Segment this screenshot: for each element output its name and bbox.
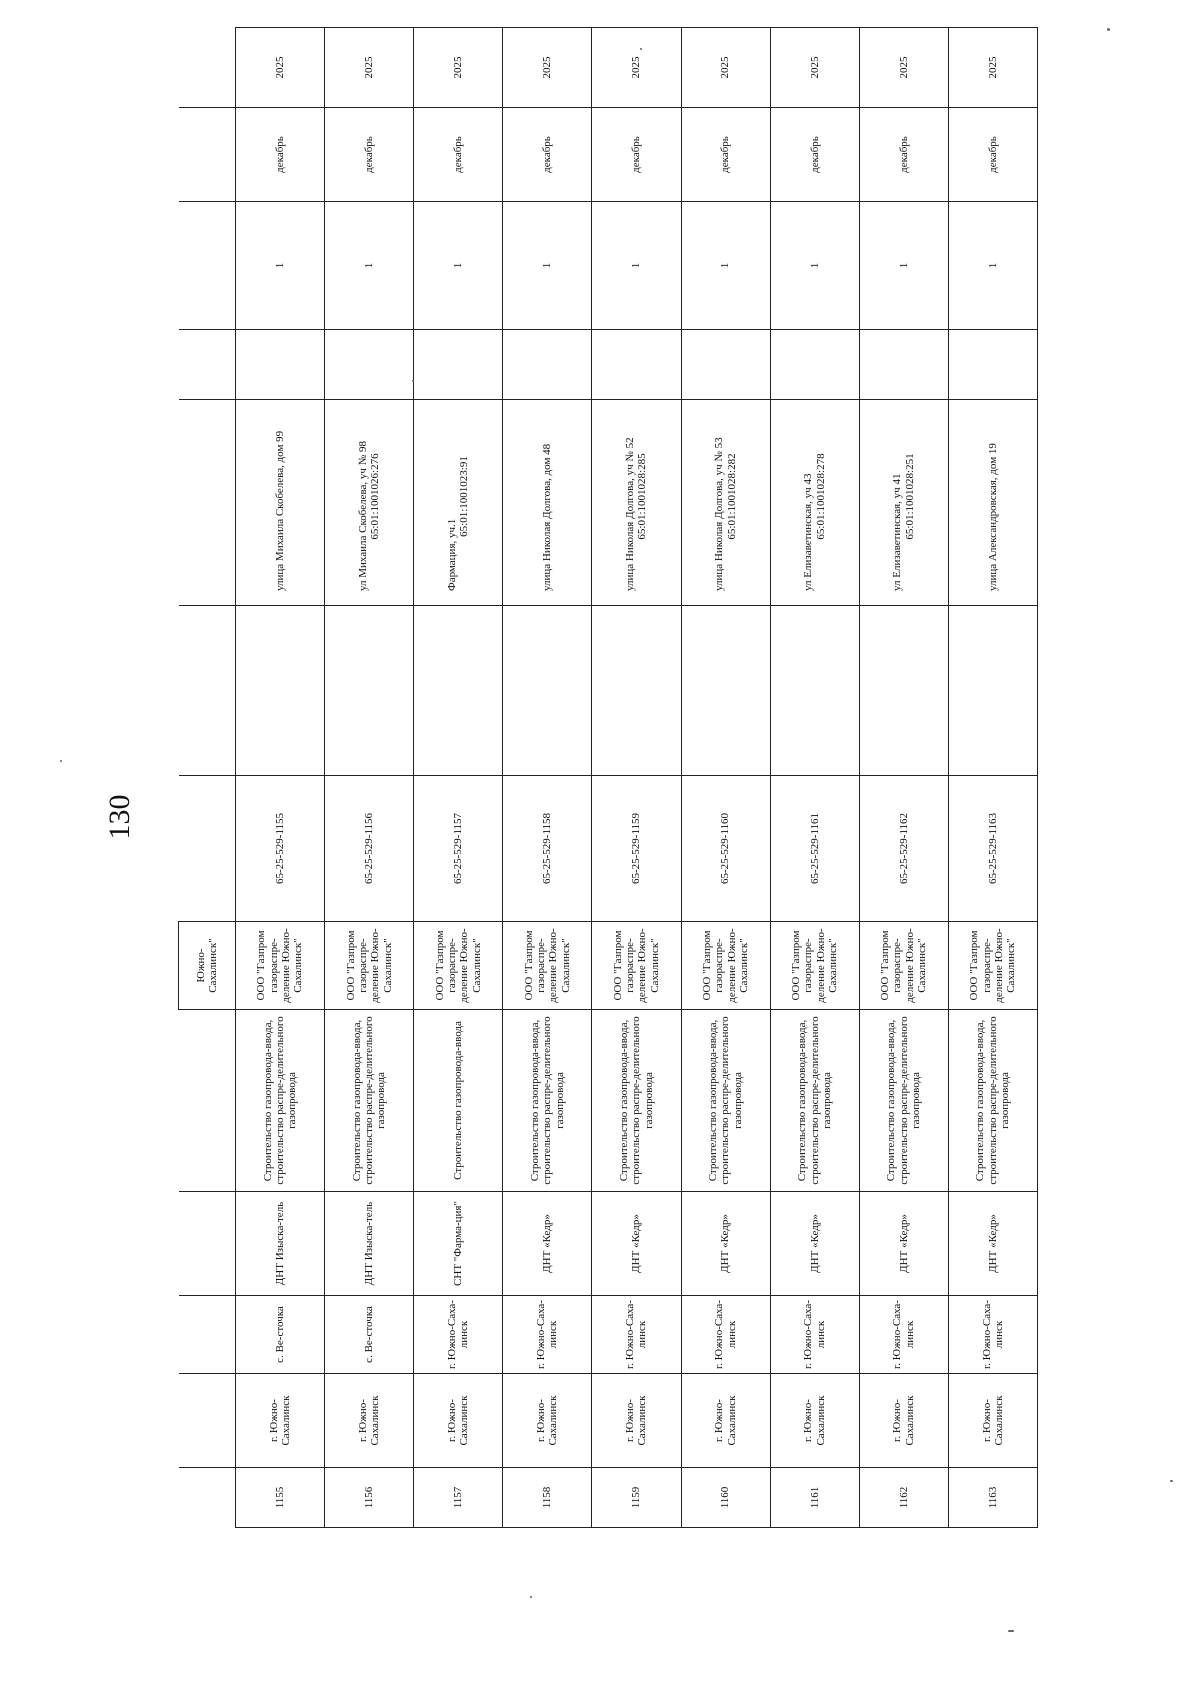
month-cell: декабрь [859,108,948,202]
code-cell: 65-25-529-1156 [325,776,414,922]
work-description-cell: Строительство газопровода-ввода, строительство распре-делительного газопровода [681,1010,770,1192]
address-cell [681,400,770,606]
table-row [325,28,414,1528]
object-cell: ДНТ Изыска-тель [325,1192,414,1296]
rotated-table-wrapper [178,56,1038,1528]
address-cell [859,400,948,606]
quantity-cell: 1 [770,202,859,330]
month-cell: декабрь [681,108,770,202]
organization-cell: ООО "Газпром газораспре-деление Южно-Сахалинск" [503,922,592,1010]
organization-cell: ООО "Газпром газораспре-деление Южно-Сахалинск" [592,922,681,1010]
empty-cell [592,606,681,776]
address-cell [325,400,414,606]
city-cell: г. Южно-Сахалинск [236,1374,325,1468]
year-cell: 2025 [414,28,503,108]
code-cell: 65-25-529-1160 [681,776,770,922]
table-row [236,28,325,1528]
year-cell: 2025 [859,28,948,108]
address-text: улица Николая Долгова, уч № 53 [713,437,726,591]
object-cell: ДНТ «Кедр» [592,1192,681,1296]
row-number: 1160 [681,1468,770,1528]
object-cell: ДНТ Изыска-тель [236,1192,325,1296]
month-cell: декабрь [414,108,503,202]
cadastral-number: 65:01:1001028:285 [636,453,649,540]
address-text: ул Михаила Скобелева, уч № 98 [356,441,369,591]
city-cell: г. Южно-Сахалинск [681,1374,770,1468]
cadastral-number: 65:01:1001028:278 [814,453,827,540]
quantity-cell: 1 [325,202,414,330]
gasification-table [178,27,1038,1528]
year-cell: 2025 [592,28,681,108]
empty-cell [503,606,592,776]
work-description-cell: Строительство газопровода-ввода, строительство распре-делительного газопровода [770,1010,859,1192]
address-cell [770,400,859,606]
cadastral-number: 65:01:1001028:251 [903,453,916,540]
empty-cell [948,606,1037,776]
address-text: ул Елизаветинская, уч 41 [891,473,904,591]
address-cell [592,400,681,606]
address-cell [236,400,325,606]
page-number: 130 [103,794,136,840]
object-cell: ДНТ «Кедр» [503,1192,592,1296]
locality-cell: г. Южно-Саха-линск [859,1296,948,1374]
table-row [592,28,681,1528]
code-cell: 65-25-529-1155 [236,776,325,922]
empty-cell [236,330,325,400]
work-description-cell: Строительство газопровода-ввода, строительство распре-делительного газопровода [859,1010,948,1192]
organization-cell: ООО "Газпром газораспре-деление Южно-Сахалинск" [770,922,859,1010]
row-number: 1156 [325,1468,414,1528]
table-row [948,28,1037,1528]
work-description-cell: Строительство газопровода-ввода, строительство распре-делительного газопровода [503,1010,592,1192]
locality-cell: с. Ве-сточка [236,1296,325,1374]
empty-cell [681,606,770,776]
city-cell: г. Южно-Сахалинск [948,1374,1037,1468]
code-cell: 65-25-529-1158 [503,776,592,922]
scan-speck [1107,28,1110,31]
organization-cell: ООО "Газпром газораспре-деление Южно-Сахалинск" [859,922,948,1010]
table-row [681,28,770,1528]
empty-cell [770,330,859,400]
organization-cell: ООО "Газпром газораспре-деление Южно-Сахалинск" [948,922,1037,1010]
address-cell [948,400,1037,606]
scan-speck [1170,1480,1173,1482]
month-cell: декабрь [503,108,592,202]
row-number: 1157 [414,1468,503,1528]
object-cell: ДНТ «Кедр» [859,1192,948,1296]
year-cell: 2025 [503,28,592,108]
locality-cell: г. Южно-Саха-линск [681,1296,770,1374]
work-description-cell: Строительство газопровода-ввода, строительство распре-делительного газопровода [325,1010,414,1192]
row-number: 1155 [236,1468,325,1528]
row-number: 1159 [592,1468,681,1528]
header-cell [179,108,236,202]
year-cell: 2025 [948,28,1037,108]
empty-cell [681,330,770,400]
empty-cell [859,606,948,776]
address-cell [414,400,503,606]
locality-cell: г. Южно-Саха-линск [414,1296,503,1374]
table-row [859,28,948,1528]
quantity-cell: 1 [236,202,325,330]
cadastral-number: 65:01:1001026:276 [369,453,382,540]
header-cell [179,202,236,330]
year-cell: 2025 [236,28,325,108]
quantity-cell: 1 [859,202,948,330]
table-header-fragment-row [179,28,236,1528]
month-cell: декабрь [948,108,1037,202]
table-row [414,28,503,1528]
scan-speck [60,760,62,762]
city-cell: г. Южно-Сахалинск [770,1374,859,1468]
table-row [503,28,592,1528]
address-text: улица Михаила Скобелева, дом 99 [273,430,286,591]
empty-cell [414,330,503,400]
year-cell: 2025 [770,28,859,108]
header-cell [179,1010,236,1192]
header-org-fragment: Южно-Сахалинск" [179,922,236,1010]
month-cell: декабрь [236,108,325,202]
table-row [770,28,859,1528]
empty-cell [592,330,681,400]
scan-speck [412,380,414,382]
work-description-cell: Строительство газопровода-ввода, строительство распре-делительного газопровода [948,1010,1037,1192]
city-cell: г. Южно-Сахалинск [503,1374,592,1468]
header-cell [179,1296,236,1374]
row-number: 1163 [948,1468,1037,1528]
empty-cell [948,330,1037,400]
code-cell: 65-25-529-1162 [859,776,948,922]
empty-cell [503,330,592,400]
cadastral-number: 65:01:1001028:282 [725,453,738,540]
quantity-cell: 1 [592,202,681,330]
object-cell: ДНТ «Кедр» [770,1192,859,1296]
empty-cell [325,330,414,400]
row-number: 1158 [503,1468,592,1528]
quantity-cell: 1 [414,202,503,330]
header-cell [179,400,236,606]
row-number: 1161 [770,1468,859,1528]
work-description-cell: Строительство газопровода-ввода [414,1010,503,1192]
quantity-cell: 1 [681,202,770,330]
locality-cell: г. Южно-Саха-линск [948,1296,1037,1374]
address-cell [503,400,592,606]
city-cell: г. Южно-Сахалинск [414,1374,503,1468]
header-cell [179,330,236,400]
address-text: Фармация, уч.1 [445,518,458,591]
locality-cell: г. Южно-Саха-линск [592,1296,681,1374]
work-description-cell: Строительство газопровода-ввода, строительство распре-делительного газопровода [236,1010,325,1192]
empty-cell [859,330,948,400]
organization-cell: ООО "Газпром газораспре-деление Южно-Сахалинск" [414,922,503,1010]
quantity-cell: 1 [503,202,592,330]
work-description-cell: Строительство газопровода-ввода, строительство распре-делительного газопровода [592,1010,681,1192]
locality-cell: с. Ве-сточка [325,1296,414,1374]
header-cell [179,1192,236,1296]
header-cell [179,1374,236,1468]
header-cell [179,1468,236,1528]
empty-cell [414,606,503,776]
header-cell [179,776,236,922]
code-cell: 65-25-529-1161 [770,776,859,922]
row-number: 1162 [859,1468,948,1528]
code-cell: 65-25-529-1159 [592,776,681,922]
month-cell: декабрь [770,108,859,202]
scan-speck [530,1596,532,1598]
quantity-cell: 1 [948,202,1037,330]
month-cell: декабрь [325,108,414,202]
object-cell: ДНТ «Кедр» [681,1192,770,1296]
organization-cell: ООО "Газпром газораспре-деление Южно-Сахалинск" [325,922,414,1010]
organization-cell: ООО "Газпром газораспре-деление Южно-Сахалинск" [236,922,325,1010]
address-text: улица Александровская, дом 19 [986,443,999,591]
locality-cell: г. Южно-Саха-линск [770,1296,859,1374]
empty-cell [770,606,859,776]
scan-speck [1008,1630,1014,1632]
city-cell: г. Южно-Сахалинск [592,1374,681,1468]
table-body [179,28,1038,1528]
code-cell: 65-25-529-1157 [414,776,503,922]
month-cell: декабрь [592,108,681,202]
year-cell: 2025 [681,28,770,108]
city-cell: г. Южно-Сахалинск [859,1374,948,1468]
cadastral-number: 65:01:1001023:91 [458,456,471,537]
city-cell: г. Южно-Сахалинск [325,1374,414,1468]
empty-cell [325,606,414,776]
code-cell: 65-25-529-1163 [948,776,1037,922]
locality-cell: г. Южно-Саха-линск [503,1296,592,1374]
header-cell [179,606,236,776]
address-text: улица Николая Долгова, дом 48 [541,443,554,591]
year-cell: 2025 [325,28,414,108]
scan-speck [640,48,642,50]
organization-cell: ООО "Газпром газораспре-деление Южно-Сахалинск" [681,922,770,1010]
address-text: ул Елизаветинская, уч 43 [802,473,815,591]
empty-cell [236,606,325,776]
address-text: улица Николая Долгова, уч № 52 [624,437,637,591]
header-cell [179,28,236,108]
object-cell: ДНТ «Кедр» [948,1192,1037,1296]
object-cell: СНТ "Фарма-ция" [414,1192,503,1296]
